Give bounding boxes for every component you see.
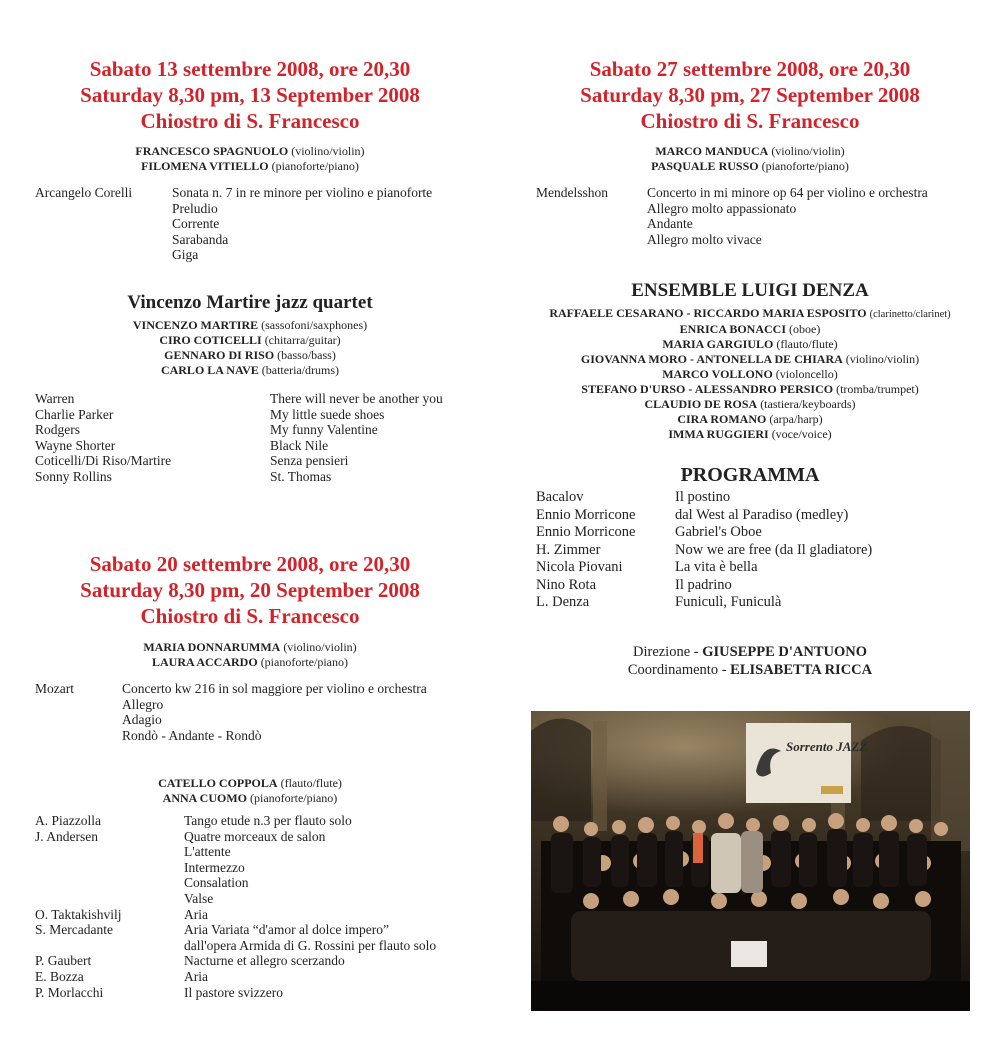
program-row: Allegro molto vivace <box>647 231 762 247</box>
program-row: Sarabanda <box>172 231 229 247</box>
performer-line: LAURA ACCARDO (pianoforte/piano) <box>152 655 348 669</box>
program-row: Mendelsshon Concerto in mi minore op 64 per violino e orchestra <box>536 185 928 200</box>
jazz-program <box>35 391 495 485</box>
program-row: P. Gaubert Nacturne et allegro scerzando <box>35 953 345 969</box>
concert2-date-en: Saturday 8,30 pm, 20 September 2008 <box>80 578 420 602</box>
member-line: ENRICA BONACCI (oboe) <box>679 322 821 336</box>
program-row: Nino Rota Il padrino <box>536 576 732 593</box>
member-line: IMMA RUGGIERI (voce/voice) <box>668 427 832 441</box>
concert1-date-en: Saturday 8,30 pm, 13 September 2008 <box>80 83 420 107</box>
member-line: STEFANO D'URSO - ALESSANDRO PERSICO (tromba/trumpet) <box>581 382 919 396</box>
program-row: A. Piazzolla Tango etude n.3 per flauto solo <box>35 813 352 828</box>
concert3-date-it: Sabato 27 settembre 2008, ore 20,30 <box>589 57 911 81</box>
concert3-program <box>536 185 996 247</box>
program-row: Allegro <box>122 696 164 712</box>
direction-line: Direzione - GIUSEPPE D'ANTUONO <box>632 644 867 660</box>
performer-line: GENNARO DI RISO (basso/bass) <box>164 348 336 362</box>
coordination-line: Coordinamento - ELISABETTA RICCA <box>627 662 873 678</box>
program-row: Bacalov Il postino <box>536 489 731 505</box>
concert1-performers <box>0 144 500 174</box>
program-row: dall'opera Armida di G. Rossini per flauto solo <box>184 937 437 953</box>
concert1-program <box>35 185 495 263</box>
program-row: L. Denza Funiculì, Funiculà <box>536 594 782 610</box>
concert3-venue: Chiostro di S. Francesco <box>640 109 860 133</box>
program-row: Rondò - Andante - Rondò <box>122 727 262 743</box>
concert3-performers <box>500 144 1000 174</box>
program-row: J. Andersen Quatre morceaux de salon <box>35 828 326 844</box>
program-row: L'attente <box>184 844 231 860</box>
program-row: Valse <box>184 890 214 906</box>
program-row: Ennio Morricone dal West al Paradiso (medley) <box>536 506 849 523</box>
performer-line: CATELLO COPPOLA (flauto/flute) <box>158 776 342 790</box>
concert2-program2 <box>35 813 495 1000</box>
performer-line: CARLO LA NAVE (batteria/drums) <box>160 363 340 377</box>
member-line: MARCO VOLLONO (violoncello) <box>662 367 838 381</box>
program-row: Mozart Concerto kw 216 in sol maggiore per violino e orchestra <box>35 681 427 696</box>
program-row: Consalation <box>184 875 249 891</box>
concert3-date-en: Saturday 8,30 pm, 27 September 2008 <box>580 83 920 107</box>
program-row: Intermezzo <box>184 859 245 875</box>
ensemble-title: ENSEMBLE LUIGI DENZA <box>631 280 869 301</box>
program-row: Nicola Piovani La vita è bella <box>536 559 758 575</box>
performer-line: FRANCESCO SPAGNUOLO (violino/violin) <box>135 144 365 158</box>
concert2-date-it: Sabato 20 settembre 2008, ore 20,30 <box>89 552 411 576</box>
program-row: Preludio <box>172 200 218 216</box>
program-row: H. Zimmer Now we are free (da Il gladiatore) <box>536 541 873 558</box>
group-photo <box>531 711 970 1011</box>
concert1-date-it: Sabato 13 settembre 2008, ore 20,30 <box>89 57 411 81</box>
performer-line: MARCO MANDUCA (violino/violin) <box>655 144 845 158</box>
concert3-header <box>500 56 1000 134</box>
concert2-performers2 <box>0 776 500 806</box>
program-row: Andante <box>647 216 693 232</box>
credits <box>500 643 1000 679</box>
performer-line: FILOMENA VITIELLO (pianoforte/piano) <box>141 159 359 173</box>
member-line: CLAUDIO DE ROSA (tastiera/keyboards) <box>644 397 856 411</box>
ensemble-program <box>536 489 996 612</box>
sorrento-jazz-text: Sorrento JAZZ <box>786 739 868 754</box>
program-row: Wayne Shorter Black Nile <box>35 437 329 453</box>
jazz-performers <box>0 318 500 378</box>
program-row: O. Taktakishvilj Aria <box>35 906 208 922</box>
program-row: Adagio <box>122 712 162 728</box>
program-row: Ennio Morricone Gabriel's Oboe <box>536 524 762 540</box>
member-line: CIRA ROMANO (arpa/harp) <box>677 412 823 426</box>
performer-line: CIRO COTICELLI (chitarra/guitar) <box>159 333 341 347</box>
program-row: E. Bozza Aria <box>35 968 208 984</box>
performer-line: MARIA DONNARUMMA (violino/violin) <box>143 640 357 654</box>
group-photo-illustration <box>531 711 970 1011</box>
concert1-header <box>0 56 500 134</box>
concert2-performers <box>0 640 500 670</box>
concert2-program <box>35 681 495 743</box>
program-row: Warren There will never be another you <box>35 391 443 406</box>
program-row: Charlie Parker My little suede shoes <box>35 406 385 422</box>
performer-line: VINCENZO MARTIRE (sassofoni/saxphones) <box>132 318 368 332</box>
ensemble-members <box>500 306 1000 442</box>
program-row: P. Morlacchi Il pastore svizzero <box>35 984 283 1000</box>
program-row: Rodgers My funny Valentine <box>35 422 378 438</box>
program-row: Arcangelo Corelli Sonata n. 7 in re minore per violino e pianoforte <box>35 185 433 200</box>
concert1-venue: Chiostro di S. Francesco <box>140 109 360 133</box>
performer-line: ANNA CUOMO (pianoforte/piano) <box>162 791 338 805</box>
concert2-venue: Chiostro di S. Francesco <box>140 604 360 628</box>
performer-line: PASQUALE RUSSO (pianoforte/piano) <box>651 159 849 173</box>
program-row: Giga <box>172 247 199 263</box>
program-row: Sonny Rollins St. Thomas <box>35 468 332 484</box>
program-row: Corrente <box>172 216 220 232</box>
program-row: S. Mercadante Aria Variata “d'amor al dolce impero” <box>35 922 389 938</box>
concert2-header <box>0 551 500 629</box>
member-line: MARIA GARGIULO (flauto/flute) <box>662 337 838 351</box>
program-row: Allegro molto appassionato <box>647 200 797 216</box>
member-line: RAFFAELE CESARANO - RICCARDO MARIA ESPOSITO (clarinetto/clarinet) <box>549 306 951 320</box>
member-line: GIOVANNA MORO - ANTONELLA DE CHIARA (violino/violin) <box>580 352 920 366</box>
jazz-quartet-title: Vincenzo Martire jazz quartet <box>127 292 373 313</box>
program-row: Coticelli/Di Riso/Martire Senza pensieri <box>35 453 349 469</box>
programma-title: PROGRAMMA <box>680 464 820 486</box>
